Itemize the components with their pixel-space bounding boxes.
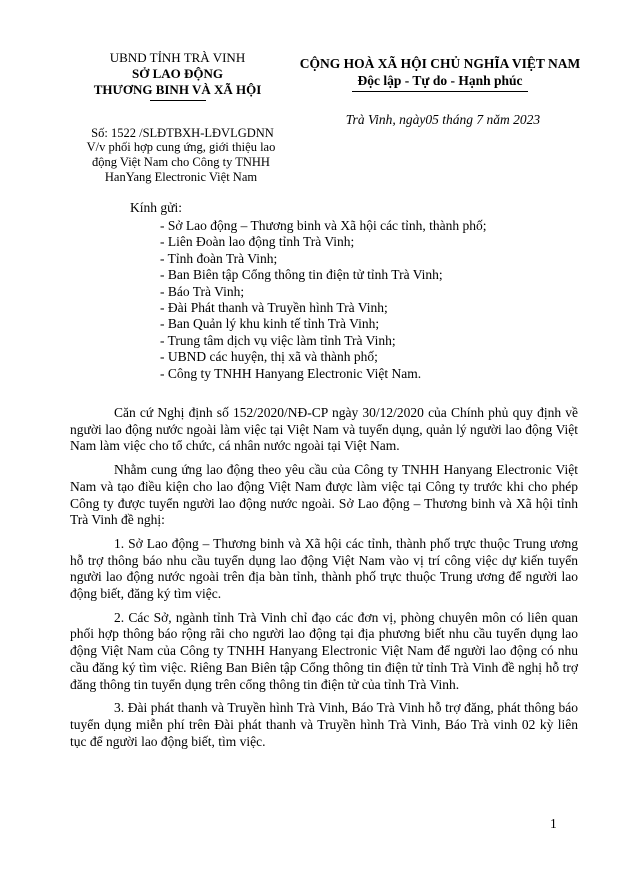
page-number: 1 <box>550 816 557 831</box>
recipient-list <box>160 218 487 382</box>
greeting: Kính gửi: <box>130 200 182 215</box>
recipient-item: - Sở Lao động – Thương binh và Xã hội các tỉnh, thành phố; <box>160 218 487 233</box>
national-motto-block <box>290 55 590 92</box>
body-paragraph: 1. Sở Lao động – Thương binh và Xã hội các tỉnh, thành phố trực thuộc Trung ương hỗ trợ thông báo nhu cầu tuyển dụng lao động Việt Nam vào vị trí công việc dự kiến tuyển người lao động nước ngoài trên địa bàn tỉnh, thành phố trực thuộc Trung ương để người lao động biết, đăng ký tìm việc. <box>70 535 578 602</box>
recipient-item: - Ban Biên tập Cổng thông tin điện tử tỉnh Trà Vinh; <box>160 267 443 283</box>
body-paragraph: 3. Đài phát thanh và Truyền hình Trà Vinh, Báo Trà Vinh hỗ trợ đăng, phát thông báo tuyển dụng miễn phí trên Đài phát thanh và Truyền hình Trà Vinh, Báo Trà vinh 02 kỳ liên tục để người lao động biết, tìm việc. <box>70 700 578 749</box>
recipient-item: - Trung tâm dịch vụ việc làm tỉnh Trà Vinh; <box>160 332 396 348</box>
recipient-item: - Tỉnh đoàn Trà Vinh; <box>160 250 278 266</box>
recipient-item: - UBND các huyện, thị xã và thành phố; <box>160 349 378 365</box>
recipient-item: - Công ty TNHH Hanyang Electronic Việt Nam. <box>160 365 422 381</box>
subject-line: V/v phối hợp cung ứng, giới thiệu lao <box>86 140 276 154</box>
agency-parent: UBND TỈNH TRÀ VINH <box>109 50 246 65</box>
recipient-item: - Liên Đoàn lao động tỉnh Trà Vinh; <box>160 234 355 250</box>
document-body <box>70 405 578 757</box>
recipient-item: - Ban Quản lý khu kinh tế tỉnh Trà Vinh; <box>160 316 380 332</box>
motto-underline <box>352 91 528 92</box>
reference-number: Số: 1522 /SLĐTBXH-LĐVLGDNN <box>91 126 274 140</box>
national-title: CỘNG HOÀ XÃ HỘI CHỦ NGHĨA VIỆT NAM <box>299 56 581 71</box>
recipient-item: - Báo Trà Vinh; <box>160 283 245 299</box>
agency-name-line1: SỞ LAO ĐỘNG <box>131 66 223 81</box>
document-date: Trà Vinh, ngày05 tháng 7 năm 2023 <box>345 112 541 127</box>
subject-line: động Việt Nam cho Công ty TNHH <box>92 155 270 169</box>
agency-underline <box>150 100 206 101</box>
subject-line: HanYang Electronic Việt Nam <box>104 170 258 184</box>
recipient-item: - Đài Phát thanh và Truyền hình Trà Vinh; <box>160 300 388 316</box>
body-paragraph: 2. Các Sở, ngành tỉnh Trà Vinh chỉ đạo các đơn vị, phòng chuyên môn có liên quan phối hợp thông báo rộng rãi cho người lao động tại địa phương biết nhu cầu tuyển dụng lao động Việt Nam của Công ty TNHH Hanyang Electronic Việt Nam để người lao động có nhu cầu đăng ký tìm việc. Riêng Ban Biên tập Cổng thông tin điện tử tỉnh Trà Vinh đề nghị hỗ trợ đăng thông tin tuyển dụng trên cổng thông tin điện tử của tỉnh Trà Vinh. <box>70 609 578 692</box>
issuing-agency-block <box>70 50 285 101</box>
body-paragraph: Nhằm cung ứng lao động theo yêu cầu của Công ty TNHH Hanyang Electronic Việt Nam và tạo điều kiện cho lao động Việt Nam được làm việc tại Công ty trước khi cho phép Công ty được tuyển người lao động nước ngoài. Sở Lao động – Thương binh và Xã hội tỉnh Trà Vinh đề nghị: <box>70 462 578 528</box>
subject-block <box>72 140 290 185</box>
body-paragraph: Căn cứ Nghị định số 152/2020/NĐ-CP ngày 30/12/2020 của Chính phủ quy định về người lao động nước ngoài làm việc tại Việt Nam và tuyển dụng, quản lý người lao động Việt Nam làm việc cho tổ chức, cá nhân nước ngoài tại Việt Nam. <box>70 405 578 454</box>
agency-name-line2: THƯƠNG BINH VÀ XÃ HỘI <box>93 82 262 97</box>
national-motto: Độc lập - Tự do - Hạnh phúc <box>357 73 523 88</box>
